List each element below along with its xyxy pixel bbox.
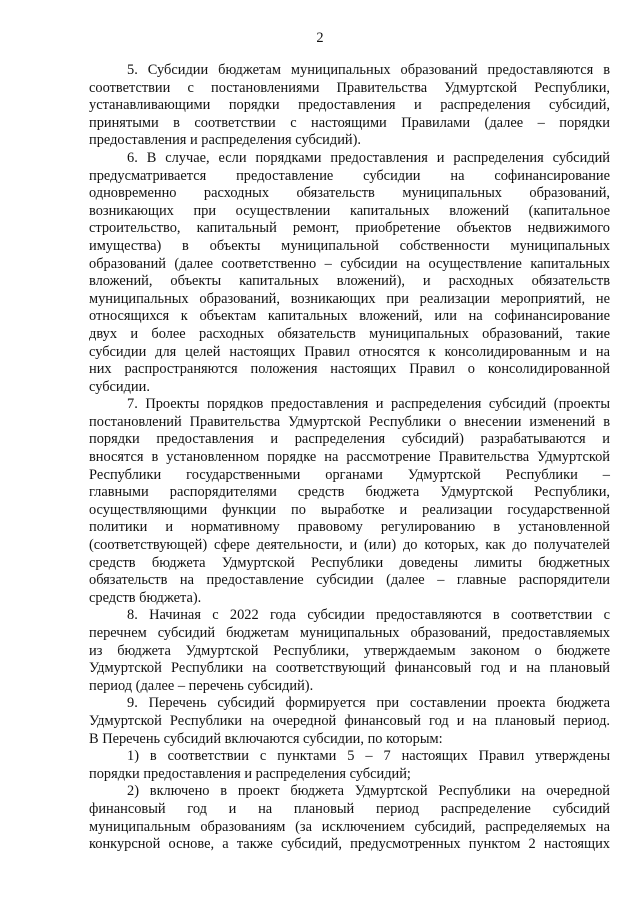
text-line: (соответствующей) сфере деятельности, и (или) до которых, как до получателей	[89, 537, 610, 554]
text-line: вложений, объекты капитальных вложений), и расходных обязательств	[89, 273, 610, 290]
text-line: относящихся к объектам капитальных вложений, или на софинансирование	[89, 308, 610, 325]
text-line: средств бюджета).	[89, 589, 202, 606]
text-line: них распространяются положения настоящих Правил о консолидированной	[89, 361, 610, 378]
text-line: 5. Субсидии бюджетам муниципальных образований предоставляются в	[127, 62, 610, 78]
text-line: политики и нормативному правовому регулированию в установленной	[89, 519, 610, 536]
text-line: 8. Начиная с 2022 года субсидии предоставляются в соответствии с	[127, 607, 610, 624]
text-line: принятыми в соответствии с настоящими Правилами (далее – порядки	[89, 114, 610, 131]
text-line: конкурсной основе, а также субсидий, предусмотренных пунктом 2 настоящих	[89, 836, 610, 853]
text-line: период (далее – перечень субсидий).	[89, 677, 314, 694]
text-line: 9. Перечень субсидий формируется при составлении проекта бюджета	[127, 695, 610, 712]
text-line: 2) включено в проект бюджета Удмуртской Республики на очередной	[127, 783, 610, 800]
text-line: главными распорядителями средств бюджета Удмуртской Республики,	[89, 484, 610, 501]
text-line: субсидии для целей настоящих Правил относятся к консолидированным и на	[89, 343, 610, 360]
text-line: возникающих при осуществлении капитальных вложений (капитальное	[89, 202, 610, 219]
text-line: постановлений Правительства Удмуртской Республики о внесении изменений в	[89, 413, 610, 430]
text-line: Республики государственными органами Удмуртской Республики –	[89, 466, 610, 483]
text-line: предусматривается предоставление субсидии на софинансирование	[89, 167, 610, 184]
text-line: устанавливающими порядки предоставления и распределения субсидий,	[89, 97, 610, 114]
text-line: двух и более расходных обязательств муниципальных образований, такие	[89, 325, 610, 342]
text-line: муниципальных образований, возникающих при реализации мероприятий, не	[89, 290, 610, 307]
text-line: Удмуртской Республики на соответствующий финансовый год и на плановый	[89, 660, 610, 677]
page-number: 2	[316, 30, 324, 46]
text-line: соответствии с постановлениями Правительства Удмуртской Республики,	[89, 79, 610, 96]
text-line: строительство, капитальный ремонт, приобретение объектов недвижимого	[89, 220, 610, 237]
text-line: имущества) в объекты муниципальной собственности муниципальных	[89, 237, 610, 254]
text-line: одновременно расходных обязательств муниципальных образований,	[89, 185, 610, 202]
text-line: Удмуртской Республики на очередной финансовый год и на плановый период.	[89, 712, 610, 729]
text-line: финансовый год и на плановый период распределение субсидий	[89, 800, 610, 817]
text-line: 7. Проекты порядков предоставления и распределения субсидий (проекты	[127, 396, 610, 413]
text-line: средств бюджета Удмуртской Республики доведены лимиты бюджетных	[89, 554, 610, 571]
text-line: из бюджета Удмуртской Республики, утверждаемым законом о бюджете	[89, 642, 610, 659]
text-line: образований (далее соответственно – субсидии на осуществление капитальных	[89, 255, 610, 272]
text-line: осуществляющими функции по выработке и реализации государственной	[89, 501, 610, 518]
text-line: В Перечень субсидий включаются субсидии, по которым:	[89, 730, 443, 747]
text-line: вносятся в установленном порядке на рассмотрение Правительства Удмуртской	[89, 449, 610, 466]
text-line: порядки предоставления и распределения субсидий) разрабатываются и	[89, 431, 610, 448]
text-line: 1) в соответствии с пунктами 5 – 7 настоящих Правил утверждены	[127, 748, 610, 765]
text-line: субсидии.	[89, 378, 150, 395]
text-line: 6. В случае, если порядками предоставления и распределения субсидий	[127, 149, 610, 166]
text-line: порядки предоставления и распределения субсидий;	[89, 765, 411, 782]
text-line: предоставления и распределения субсидий).	[89, 132, 361, 149]
document-body	[89, 62, 610, 854]
text-line: муниципальным образованиям (за исключением субсидий, распределяемых на	[89, 818, 610, 835]
text-line: обязательств на предоставление субсидии (далее – главные распорядители	[89, 572, 610, 589]
text-line: перечнем субсидий бюджетам муниципальных образований, предоставляемых	[89, 625, 610, 641]
